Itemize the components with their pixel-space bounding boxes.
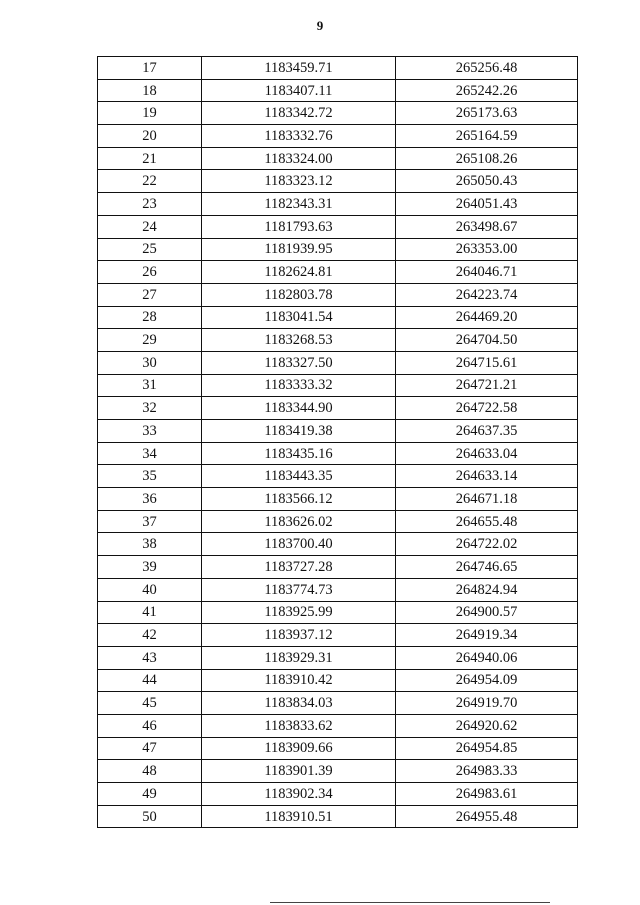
x-coordinate-cell: 1183937.12 bbox=[202, 624, 396, 647]
point-number-cell: 25 bbox=[98, 238, 202, 261]
table-row bbox=[98, 215, 578, 238]
table-row bbox=[98, 783, 578, 806]
table-row bbox=[98, 760, 578, 783]
table-row bbox=[98, 488, 578, 511]
bottom-rule bbox=[270, 902, 550, 903]
x-coordinate-cell: 1183332.76 bbox=[202, 125, 396, 148]
x-coordinate-cell: 1183626.02 bbox=[202, 510, 396, 533]
x-coordinate-cell: 1181939.95 bbox=[202, 238, 396, 261]
y-coordinate-cell: 264954.09 bbox=[396, 669, 578, 692]
table-row bbox=[98, 193, 578, 216]
point-number-cell: 44 bbox=[98, 669, 202, 692]
point-number-cell: 21 bbox=[98, 147, 202, 170]
x-coordinate-cell: 1183727.28 bbox=[202, 556, 396, 579]
y-coordinate-cell: 264955.48 bbox=[396, 805, 578, 828]
point-number-cell: 22 bbox=[98, 170, 202, 193]
y-coordinate-cell: 264919.34 bbox=[396, 624, 578, 647]
table-row bbox=[98, 397, 578, 420]
point-number-cell: 29 bbox=[98, 329, 202, 352]
table-row bbox=[98, 306, 578, 329]
table-row bbox=[98, 420, 578, 443]
point-number-cell: 43 bbox=[98, 646, 202, 669]
point-number-cell: 39 bbox=[98, 556, 202, 579]
point-number-cell: 48 bbox=[98, 760, 202, 783]
y-coordinate-cell: 265256.48 bbox=[396, 57, 578, 80]
table-row bbox=[98, 533, 578, 556]
table-row bbox=[98, 442, 578, 465]
point-number-cell: 40 bbox=[98, 578, 202, 601]
table-row bbox=[98, 102, 578, 125]
point-number-cell: 50 bbox=[98, 805, 202, 828]
x-coordinate-cell: 1183407.11 bbox=[202, 79, 396, 102]
point-number-cell: 33 bbox=[98, 420, 202, 443]
table-row bbox=[98, 147, 578, 170]
x-coordinate-cell: 1183901.39 bbox=[202, 760, 396, 783]
y-coordinate-cell: 264633.04 bbox=[396, 442, 578, 465]
point-number-cell: 31 bbox=[98, 374, 202, 397]
table-row bbox=[98, 374, 578, 397]
x-coordinate-cell: 1183268.53 bbox=[202, 329, 396, 352]
x-coordinate-cell: 1183333.32 bbox=[202, 374, 396, 397]
x-coordinate-cell: 1183925.99 bbox=[202, 601, 396, 624]
point-number-cell: 45 bbox=[98, 692, 202, 715]
table-row bbox=[98, 714, 578, 737]
x-coordinate-cell: 1183342.72 bbox=[202, 102, 396, 125]
point-number-cell: 35 bbox=[98, 465, 202, 488]
x-coordinate-cell: 1183435.16 bbox=[202, 442, 396, 465]
y-coordinate-cell: 264223.74 bbox=[396, 283, 578, 306]
point-number-cell: 37 bbox=[98, 510, 202, 533]
table-row bbox=[98, 125, 578, 148]
point-number-cell: 42 bbox=[98, 624, 202, 647]
point-number-cell: 24 bbox=[98, 215, 202, 238]
y-coordinate-cell: 264051.43 bbox=[396, 193, 578, 216]
x-coordinate-cell: 1183834.03 bbox=[202, 692, 396, 715]
y-coordinate-cell: 264920.62 bbox=[396, 714, 578, 737]
x-coordinate-cell: 1183324.00 bbox=[202, 147, 396, 170]
y-coordinate-cell: 264671.18 bbox=[396, 488, 578, 511]
y-coordinate-cell: 264721.21 bbox=[396, 374, 578, 397]
table-row bbox=[98, 329, 578, 352]
y-coordinate-cell: 264824.94 bbox=[396, 578, 578, 601]
y-coordinate-cell: 264633.14 bbox=[396, 465, 578, 488]
table-row bbox=[98, 261, 578, 284]
table-row bbox=[98, 646, 578, 669]
point-number-cell: 17 bbox=[98, 57, 202, 80]
y-coordinate-cell: 264983.33 bbox=[396, 760, 578, 783]
x-coordinate-cell: 1183323.12 bbox=[202, 170, 396, 193]
x-coordinate-cell: 1183419.38 bbox=[202, 420, 396, 443]
y-coordinate-cell: 264919.70 bbox=[396, 692, 578, 715]
y-coordinate-cell: 264722.58 bbox=[396, 397, 578, 420]
x-coordinate-cell: 1182803.78 bbox=[202, 283, 396, 306]
x-coordinate-cell: 1183700.40 bbox=[202, 533, 396, 556]
table-row bbox=[98, 465, 578, 488]
y-coordinate-cell: 263353.00 bbox=[396, 238, 578, 261]
y-coordinate-cell: 264983.61 bbox=[396, 783, 578, 806]
y-coordinate-cell: 264704.50 bbox=[396, 329, 578, 352]
point-number-cell: 34 bbox=[98, 442, 202, 465]
coordinates-table-body bbox=[98, 57, 578, 828]
y-coordinate-cell: 265108.26 bbox=[396, 147, 578, 170]
y-coordinate-cell: 263498.67 bbox=[396, 215, 578, 238]
table-row bbox=[98, 737, 578, 760]
point-number-cell: 49 bbox=[98, 783, 202, 806]
point-number-cell: 38 bbox=[98, 533, 202, 556]
point-number-cell: 41 bbox=[98, 601, 202, 624]
x-coordinate-cell: 1183910.42 bbox=[202, 669, 396, 692]
x-coordinate-cell: 1183929.31 bbox=[202, 646, 396, 669]
y-coordinate-cell: 264954.85 bbox=[396, 737, 578, 760]
table-row bbox=[98, 669, 578, 692]
x-coordinate-cell: 1182343.31 bbox=[202, 193, 396, 216]
x-coordinate-cell: 1182624.81 bbox=[202, 261, 396, 284]
y-coordinate-cell: 265164.59 bbox=[396, 125, 578, 148]
point-number-cell: 47 bbox=[98, 737, 202, 760]
x-coordinate-cell: 1183041.54 bbox=[202, 306, 396, 329]
x-coordinate-cell: 1183459.71 bbox=[202, 57, 396, 80]
x-coordinate-cell: 1183833.62 bbox=[202, 714, 396, 737]
point-number-cell: 36 bbox=[98, 488, 202, 511]
y-coordinate-cell: 265242.26 bbox=[396, 79, 578, 102]
y-coordinate-cell: 265050.43 bbox=[396, 170, 578, 193]
table-row bbox=[98, 79, 578, 102]
page-number: 9 bbox=[316, 18, 324, 33]
y-coordinate-cell: 264637.35 bbox=[396, 420, 578, 443]
y-coordinate-cell: 264900.57 bbox=[396, 601, 578, 624]
point-number-cell: 19 bbox=[98, 102, 202, 125]
point-number-cell: 46 bbox=[98, 714, 202, 737]
table-row bbox=[98, 57, 578, 80]
table-row bbox=[98, 283, 578, 306]
point-number-cell: 28 bbox=[98, 306, 202, 329]
y-coordinate-cell: 264746.65 bbox=[396, 556, 578, 579]
x-coordinate-cell: 1183910.51 bbox=[202, 805, 396, 828]
point-number-cell: 20 bbox=[98, 125, 202, 148]
table-row bbox=[98, 624, 578, 647]
table-row bbox=[98, 170, 578, 193]
x-coordinate-cell: 1183443.35 bbox=[202, 465, 396, 488]
table-row bbox=[98, 238, 578, 261]
table-row bbox=[98, 351, 578, 374]
y-coordinate-cell: 264940.06 bbox=[396, 646, 578, 669]
table-row bbox=[98, 556, 578, 579]
table-row bbox=[98, 692, 578, 715]
point-number-cell: 23 bbox=[98, 193, 202, 216]
y-coordinate-cell: 265173.63 bbox=[396, 102, 578, 125]
coordinates-table bbox=[97, 56, 578, 828]
table-row bbox=[98, 510, 578, 533]
x-coordinate-cell: 1181793.63 bbox=[202, 215, 396, 238]
table-row bbox=[98, 601, 578, 624]
y-coordinate-cell: 264722.02 bbox=[396, 533, 578, 556]
table-row bbox=[98, 805, 578, 828]
point-number-cell: 18 bbox=[98, 79, 202, 102]
point-number-cell: 26 bbox=[98, 261, 202, 284]
x-coordinate-cell: 1183774.73 bbox=[202, 578, 396, 601]
y-coordinate-cell: 264046.71 bbox=[396, 261, 578, 284]
y-coordinate-cell: 264715.61 bbox=[396, 351, 578, 374]
y-coordinate-cell: 264469.20 bbox=[396, 306, 578, 329]
x-coordinate-cell: 1183344.90 bbox=[202, 397, 396, 420]
x-coordinate-cell: 1183566.12 bbox=[202, 488, 396, 511]
x-coordinate-cell: 1183902.34 bbox=[202, 783, 396, 806]
table-row bbox=[98, 578, 578, 601]
point-number-cell: 32 bbox=[98, 397, 202, 420]
x-coordinate-cell: 1183327.50 bbox=[202, 351, 396, 374]
point-number-cell: 30 bbox=[98, 351, 202, 374]
y-coordinate-cell: 264655.48 bbox=[396, 510, 578, 533]
x-coordinate-cell: 1183909.66 bbox=[202, 737, 396, 760]
point-number-cell: 27 bbox=[98, 283, 202, 306]
